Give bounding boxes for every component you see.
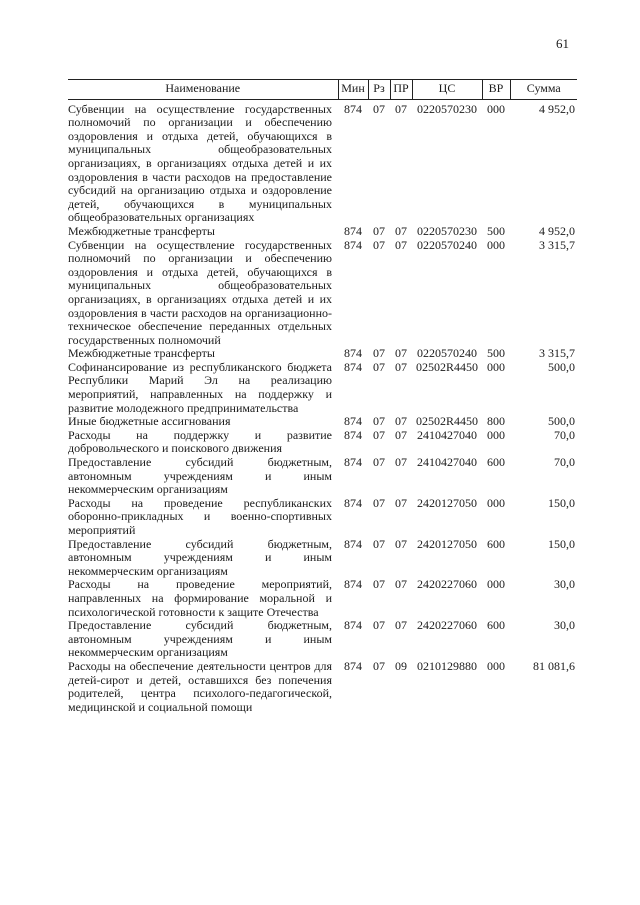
row-sum: 70,0 — [554, 427, 575, 442]
row-rz: 07 — [373, 359, 385, 374]
row-cs: 02502R4450 — [415, 414, 478, 429]
row-rz: 07 — [373, 536, 385, 551]
row-vr: 500 — [487, 223, 505, 238]
row-rz: 07 — [373, 455, 385, 470]
row-rz: 07 — [373, 101, 385, 116]
row-min: 874 — [344, 536, 362, 551]
row-sum: 500,0 — [548, 359, 575, 374]
row-pr: 07 — [395, 346, 407, 361]
row-sum: 4 952,0 — [539, 223, 575, 238]
row-pr: 07 — [395, 577, 407, 592]
row-min: 874 — [344, 101, 362, 116]
row-pr: 07 — [395, 223, 407, 238]
row-min: 874 — [344, 414, 362, 429]
row-vr: 000 — [487, 577, 505, 592]
row-name: Межбюджетные трансферты — [68, 346, 215, 361]
row-vr: 000 — [487, 427, 505, 442]
row-pr: 09 — [395, 658, 407, 673]
row-cs: 2420127050 — [417, 495, 477, 510]
row-vr: 500 — [487, 346, 505, 361]
row-vr: 800 — [487, 414, 505, 429]
table-row — [68, 660, 577, 714]
row-rz: 07 — [373, 495, 385, 510]
row-vr: 000 — [487, 237, 505, 252]
row-sum: 150,0 — [548, 536, 575, 551]
row-sum: 3 315,7 — [539, 346, 575, 361]
row-name: Предоставление субсидий бюджетным, автономным учреждениям и иным некоммерческим организациям — [68, 455, 332, 497]
table-row — [68, 99, 577, 225]
row-cs: 0210129880 — [417, 658, 477, 673]
row-name: Предоставление субсидий бюджетным, автономным учреждениям и иным некоммерческим организациям — [68, 618, 332, 660]
budget-table — [68, 79, 577, 714]
row-sum: 30,0 — [554, 577, 575, 592]
row-name: Межбюджетные трансферты — [68, 223, 215, 238]
table-row — [68, 347, 577, 361]
header-cs: ЦС — [412, 80, 482, 100]
row-vr: 600 — [487, 536, 505, 551]
row-pr: 07 — [395, 455, 407, 470]
row-sum: 70,0 — [554, 455, 575, 470]
row-min: 874 — [344, 658, 362, 673]
row-sum: 4 952,0 — [539, 101, 575, 116]
row-min: 874 — [344, 577, 362, 592]
table-row — [68, 239, 577, 348]
table-row — [68, 429, 577, 456]
row-vr: 000 — [487, 658, 505, 673]
row-min: 874 — [344, 495, 362, 510]
row-pr: 07 — [395, 536, 407, 551]
row-cs: 0220570230 — [417, 223, 477, 238]
row-cs: 0220570230 — [417, 101, 477, 116]
row-rz: 07 — [373, 414, 385, 429]
row-rz: 07 — [373, 427, 385, 442]
page-number: 61 — [556, 36, 569, 51]
row-cs: 2420127050 — [417, 536, 477, 551]
row-vr: 600 — [487, 618, 505, 633]
header-vr: ВР — [482, 80, 510, 100]
row-cs: 2420227060 — [417, 618, 477, 633]
row-cs: 02502R4450 — [415, 359, 478, 374]
row-rz: 07 — [373, 577, 385, 592]
row-rz: 07 — [373, 237, 385, 252]
row-min: 874 — [344, 223, 362, 238]
row-min: 874 — [344, 237, 362, 252]
row-cs: 2420227060 — [417, 577, 477, 592]
row-name: Софинансирование из республиканского бюджета Республики Марий Эл на реализацию мероприятий, направленных на поддержку и развитие молодежного предпринимательства — [68, 359, 332, 415]
header-sum: Сумма — [510, 80, 577, 100]
row-min: 874 — [344, 427, 362, 442]
row-sum: 81 081,6 — [533, 658, 575, 673]
table-row — [68, 538, 577, 579]
row-sum: 3 315,7 — [539, 237, 575, 252]
row-vr: 000 — [487, 495, 505, 510]
table-row — [68, 225, 577, 239]
row-vr: 000 — [487, 101, 505, 116]
header-min: Мин — [338, 80, 368, 100]
row-sum: 30,0 — [554, 618, 575, 633]
table-row — [68, 361, 577, 415]
table-row — [68, 456, 577, 497]
header-rz: Рз — [368, 80, 390, 100]
row-name: Расходы на поддержку и развитие добровольческого и поискового движения — [68, 427, 332, 456]
row-min: 874 — [344, 618, 362, 633]
table-row — [68, 497, 577, 538]
row-sum: 150,0 — [548, 495, 575, 510]
row-rz: 07 — [373, 618, 385, 633]
header-pr: ПР — [390, 80, 412, 100]
row-vr: 000 — [487, 359, 505, 374]
row-vr: 600 — [487, 455, 505, 470]
row-pr: 07 — [395, 414, 407, 429]
header-name: Наименование — [68, 80, 338, 100]
row-pr: 07 — [395, 427, 407, 442]
row-rz: 07 — [373, 223, 385, 238]
row-pr: 07 — [395, 359, 407, 374]
row-pr: 07 — [395, 101, 407, 116]
row-min: 874 — [344, 455, 362, 470]
row-sum: 500,0 — [548, 414, 575, 429]
row-min: 874 — [344, 346, 362, 361]
table-header-row — [68, 80, 577, 100]
table-row — [68, 619, 577, 660]
row-name: Расходы на проведение мероприятий, направленных на формирование моральной и психологической готовности к защите Отечества — [68, 577, 332, 619]
row-name: Расходы на проведение республиканских оборонно-прикладных и военно-спортивных мероприятий — [68, 495, 332, 537]
row-name: Субвенции на осуществление государственных полномочий по организации и обеспечению оздоровления и отдыха детей, обучающихся в муниципальных общеобразовательных организациях, в организациях отдыха детей и их оздоровления в части расходов на организационно-техническое обеспечение переданных отдельных государственных полномочий — [68, 237, 332, 347]
row-pr: 07 — [395, 618, 407, 633]
row-min: 874 — [344, 359, 362, 374]
table-row — [68, 578, 577, 619]
row-name: Иные бюджетные ассигнования — [68, 414, 231, 429]
table-row — [68, 415, 577, 429]
row-rz: 07 — [373, 658, 385, 673]
row-name: Субвенции на осуществление государственных полномочий по организации и обеспечению оздоровления и отдыха детей, обучающихся в муниципальных общеобразовательных организациях, в организациях отдыха детей и их оздоровления в части расходов на предоставление субсидий на организацию отдыха и оздоровление детей, обучающихся в муниципальных общеобразовательных организациях — [68, 101, 332, 225]
row-pr: 07 — [395, 237, 407, 252]
row-cs: 0220570240 — [417, 346, 477, 361]
row-rz: 07 — [373, 346, 385, 361]
row-name: Предоставление субсидий бюджетным, автономным учреждениям и иным некоммерческим организациям — [68, 536, 332, 578]
row-cs: 2410427040 — [417, 427, 477, 442]
row-pr: 07 — [395, 495, 407, 510]
row-cs: 0220570240 — [417, 237, 477, 252]
row-cs: 2410427040 — [417, 455, 477, 470]
row-name: Расходы на обеспечение деятельности центров для детей-сирот и детей, оставшихся без попечения родителей, центра психолого-педагогической, медицинской и социальной помощи — [68, 658, 332, 714]
